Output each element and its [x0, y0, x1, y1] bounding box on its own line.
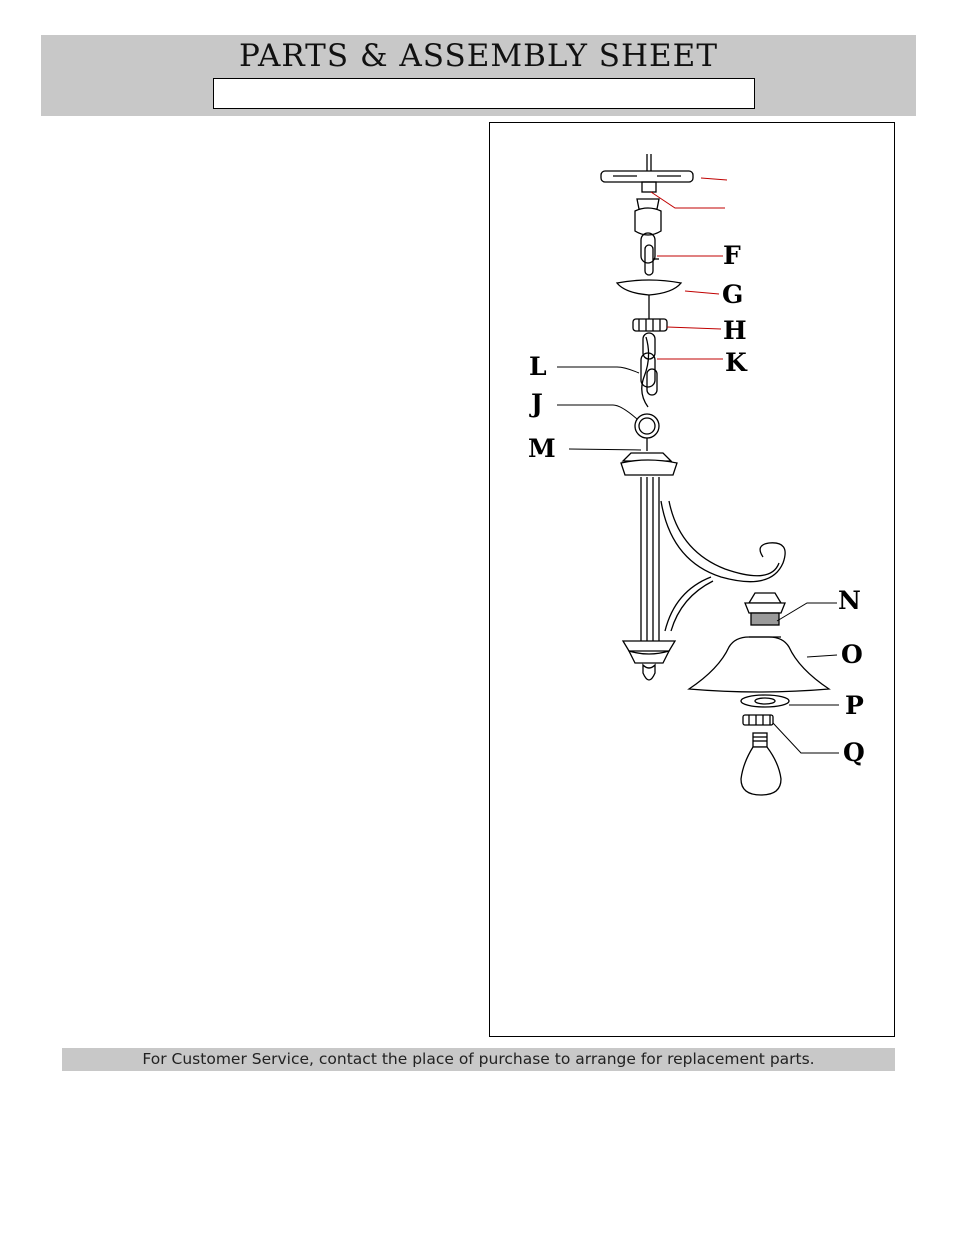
page-title: PARTS & ASSEMBLY SHEET: [238, 38, 718, 74]
part-label-k: K: [725, 348, 747, 377]
shade-ring-drawing: [741, 695, 789, 707]
loop-ring-drawing: [635, 414, 659, 451]
part-label-g: G: [722, 280, 744, 309]
canopy-drawing: [617, 280, 681, 319]
assembly-diagram: [490, 123, 894, 1036]
part-label-h: H: [723, 316, 747, 345]
part-label-j: J: [531, 389, 543, 418]
part-label-n: N: [838, 586, 861, 615]
part-label-m: M: [528, 434, 556, 463]
assembly-diagram-frame: [489, 122, 895, 1037]
part-label-q: Q: [843, 738, 865, 767]
socket-ring-drawing: [743, 715, 773, 725]
glass-shade-drawing: [689, 637, 829, 692]
model-number-box: [213, 78, 755, 109]
header-banner: [41, 35, 916, 116]
customer-service-note: For Customer Service, contact the place of purchase to arrange for replacement parts.: [62, 1048, 895, 1071]
part-label-f: F: [723, 241, 741, 270]
part-label-o: O: [841, 640, 863, 669]
light-bulb-drawing: [741, 733, 781, 795]
chain-drawing: [641, 333, 657, 407]
mounting-crossbar-drawing: [601, 154, 693, 192]
chain-top-drawing: [635, 199, 661, 275]
part-label-l: L: [529, 352, 547, 381]
leader-lines: [651, 178, 727, 359]
collar-nut-drawing: [633, 319, 667, 331]
part-label-p: P: [845, 691, 864, 720]
